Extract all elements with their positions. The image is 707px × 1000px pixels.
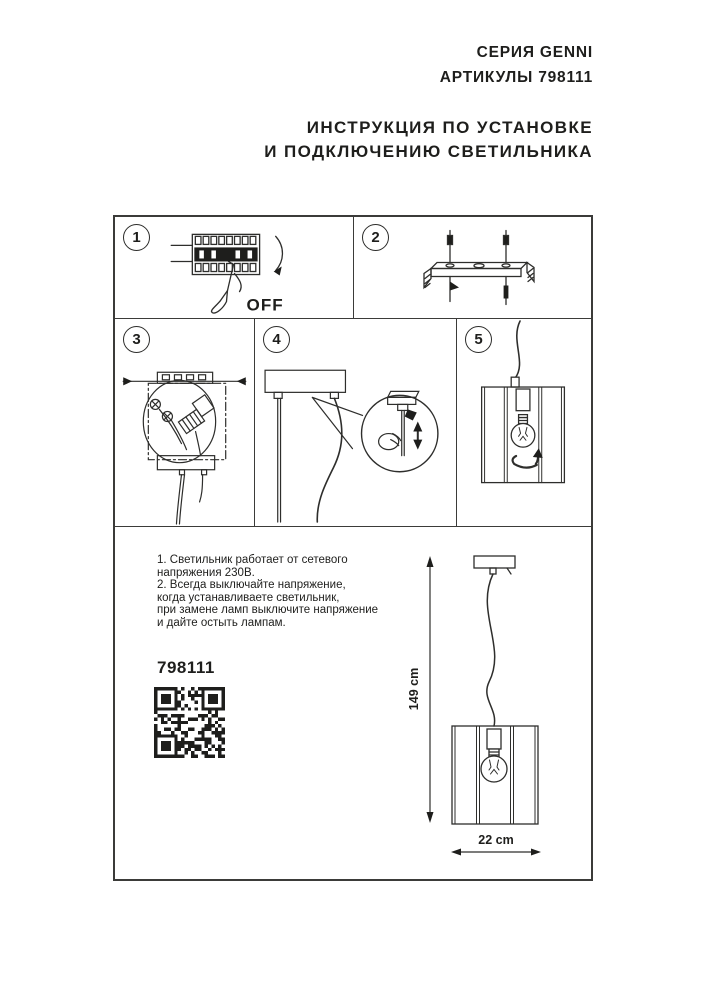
summary-cell — [115, 527, 591, 879]
bracket-screws-diagram — [354, 217, 591, 318]
article-number: АРТИКУЛЫ 798111 — [439, 69, 593, 86]
safety-notes — [157, 554, 417, 629]
step-1-number: 1 — [123, 224, 150, 251]
header — [0, 40, 593, 164]
rotate-arrow-icon — [276, 236, 283, 270]
step-2-number: 2 — [362, 224, 389, 251]
height-dimension — [427, 556, 434, 823]
cable-adjust-diagram — [255, 319, 456, 526]
note-line: напряжения 230В. — [157, 566, 255, 579]
step-5-cell — [457, 319, 591, 526]
product-code: 798111 — [157, 658, 215, 677]
series-title: СЕРИЯ GENNI — [476, 44, 593, 61]
note-line: и дайте остыть лампам. — [157, 616, 286, 629]
steps-table — [113, 215, 593, 881]
qr-code — [154, 687, 225, 758]
step-2-cell — [354, 217, 591, 318]
breaker-off-diagram — [115, 217, 353, 318]
width-dimension — [451, 849, 541, 856]
step-3-number: 3 — [123, 326, 150, 353]
page-title-line2: И ПОДКЛЮЧЕНИЮ СВЕТИЛЬНИКА — [264, 142, 593, 161]
bulb-icon — [511, 415, 535, 448]
step-4-number: 4 — [263, 326, 290, 353]
step-1-cell — [115, 217, 354, 318]
step-3-cell — [115, 319, 255, 526]
step-5-number: 5 — [465, 326, 492, 353]
rotate-icon — [513, 448, 543, 467]
note-line: 1. Светильник работает от сетевого — [157, 554, 348, 566]
step-4-cell — [255, 319, 457, 526]
height-label: 149 cm — [407, 667, 421, 711]
note-line: 2. Всегда выключайте напряжение, — [157, 579, 346, 591]
page-title — [0, 116, 593, 164]
page-title-line1: ИНСТРУКЦИЯ ПО УСТАНОВКЕ — [306, 118, 593, 137]
note-line: при замене ламп выключите напряжение — [157, 604, 379, 616]
off-label: OFF — [246, 295, 284, 315]
bulb-icon — [481, 749, 507, 782]
note-line: когда устанавливаете светильник, — [157, 591, 340, 604]
width-label: 22 cm — [478, 833, 514, 847]
